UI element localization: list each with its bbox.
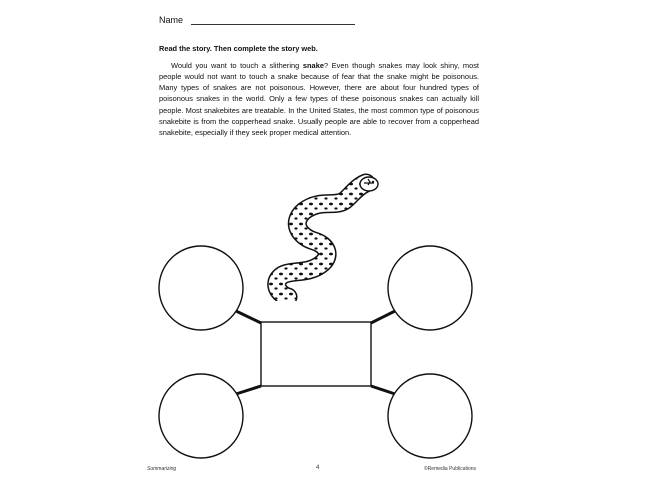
connector-bottom-right [371,386,395,394]
story-after-keyword: ? Even though snakes may look shiny, most people would not want to touch a snake because of fear that the snake might be poisonous. Many types of snakes are not poisonous. However, there are about four hundred types of poisonous snakes in the world. Only a few types of these poisonous snakes can actually kill people. Most snakebites are treatable. In the United States, the most common type of poisonous snakebite is from the copperhead snake. Usually people are able to recover from a copperhead snakebite, especially if they seek proper medical attention. [159,61,479,137]
name-label: Name [159,15,184,25]
story-keyword: snake [302,61,324,70]
connector-top-left [236,311,261,323]
connector-top-right [371,311,395,323]
instructions: Read the story. Then complete the story web. [159,44,318,53]
footer-left: Summarizing [147,466,177,472]
connector-bottom-left [236,386,261,394]
circle-bottom-left [159,374,243,458]
footer-right: ©Remedia Publications [424,466,477,472]
page-number: 4 [316,465,320,471]
center-box [261,322,371,386]
story-before-keyword: Would you want to touch a slithering [171,61,303,70]
circle-bottom-right [388,374,472,458]
circle-top-left [159,246,243,330]
snake-illustration [258,171,388,301]
circle-top-right [388,246,472,330]
